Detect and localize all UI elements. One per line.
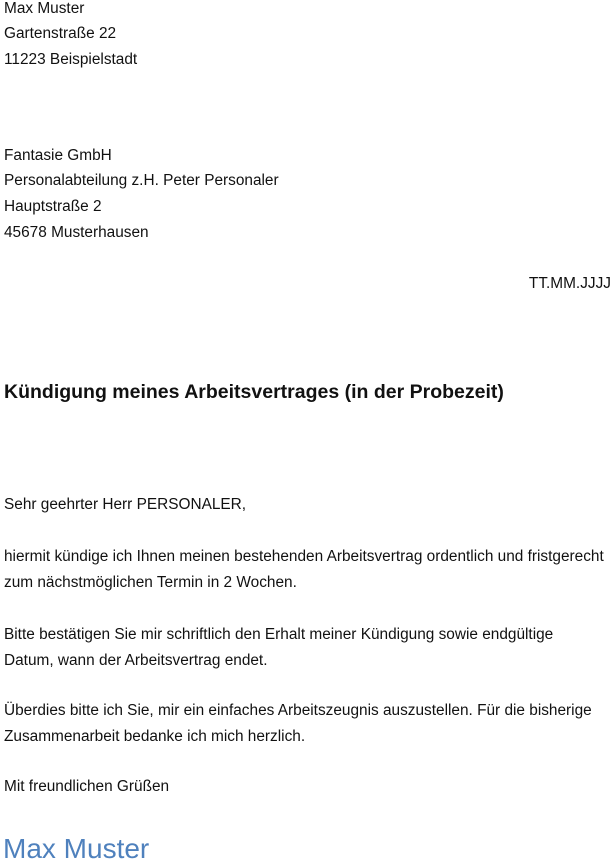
recipient-company: Fantasie GmbH [4, 147, 112, 164]
body-paragraph-2: Bitte bestätigen Sie mir schriftlich den Erhalt meiner Kündigung sowie endgültige Datum, wann der Arbeitsvertrag endet. [4, 626, 554, 669]
recipient-street: Hauptstraße 2 [4, 198, 102, 215]
letter-date: TT.MM.JJJJ [528, 275, 611, 292]
recipient-city: 45678 Musterhausen [4, 224, 149, 241]
body-paragraph-1: hiermit kündige ich Ihnen meinen bestehenden Arbeitsvertrag ordentlich und fristgerecht zum nächstmöglichen Termin in 2 Wochen. [4, 548, 604, 591]
sender-street: Gartenstraße 22 [4, 25, 117, 42]
body-paragraph-3: Überdies bitte ich Sie, mir ein einfaches Arbeitszeugnis auszustellen. Für die bisherige Zusammenarbeit bedanke ich mich herzlich. [4, 702, 592, 745]
closing: Mit freundlichen Grüßen [4, 778, 170, 795]
letter-subject: Kündigung meines Arbeitsvertrages (in der Probezeit) [4, 381, 504, 403]
sender-name: Max Muster [4, 0, 85, 17]
salutation: Sehr geehrter Herr PERSONALER, [4, 496, 247, 513]
sender-city: 11223 Beispielstadt [4, 51, 138, 68]
signature: Max Muster [3, 833, 150, 864]
recipient-department: Personalabteilung z.H. Peter Personaler [4, 172, 279, 189]
